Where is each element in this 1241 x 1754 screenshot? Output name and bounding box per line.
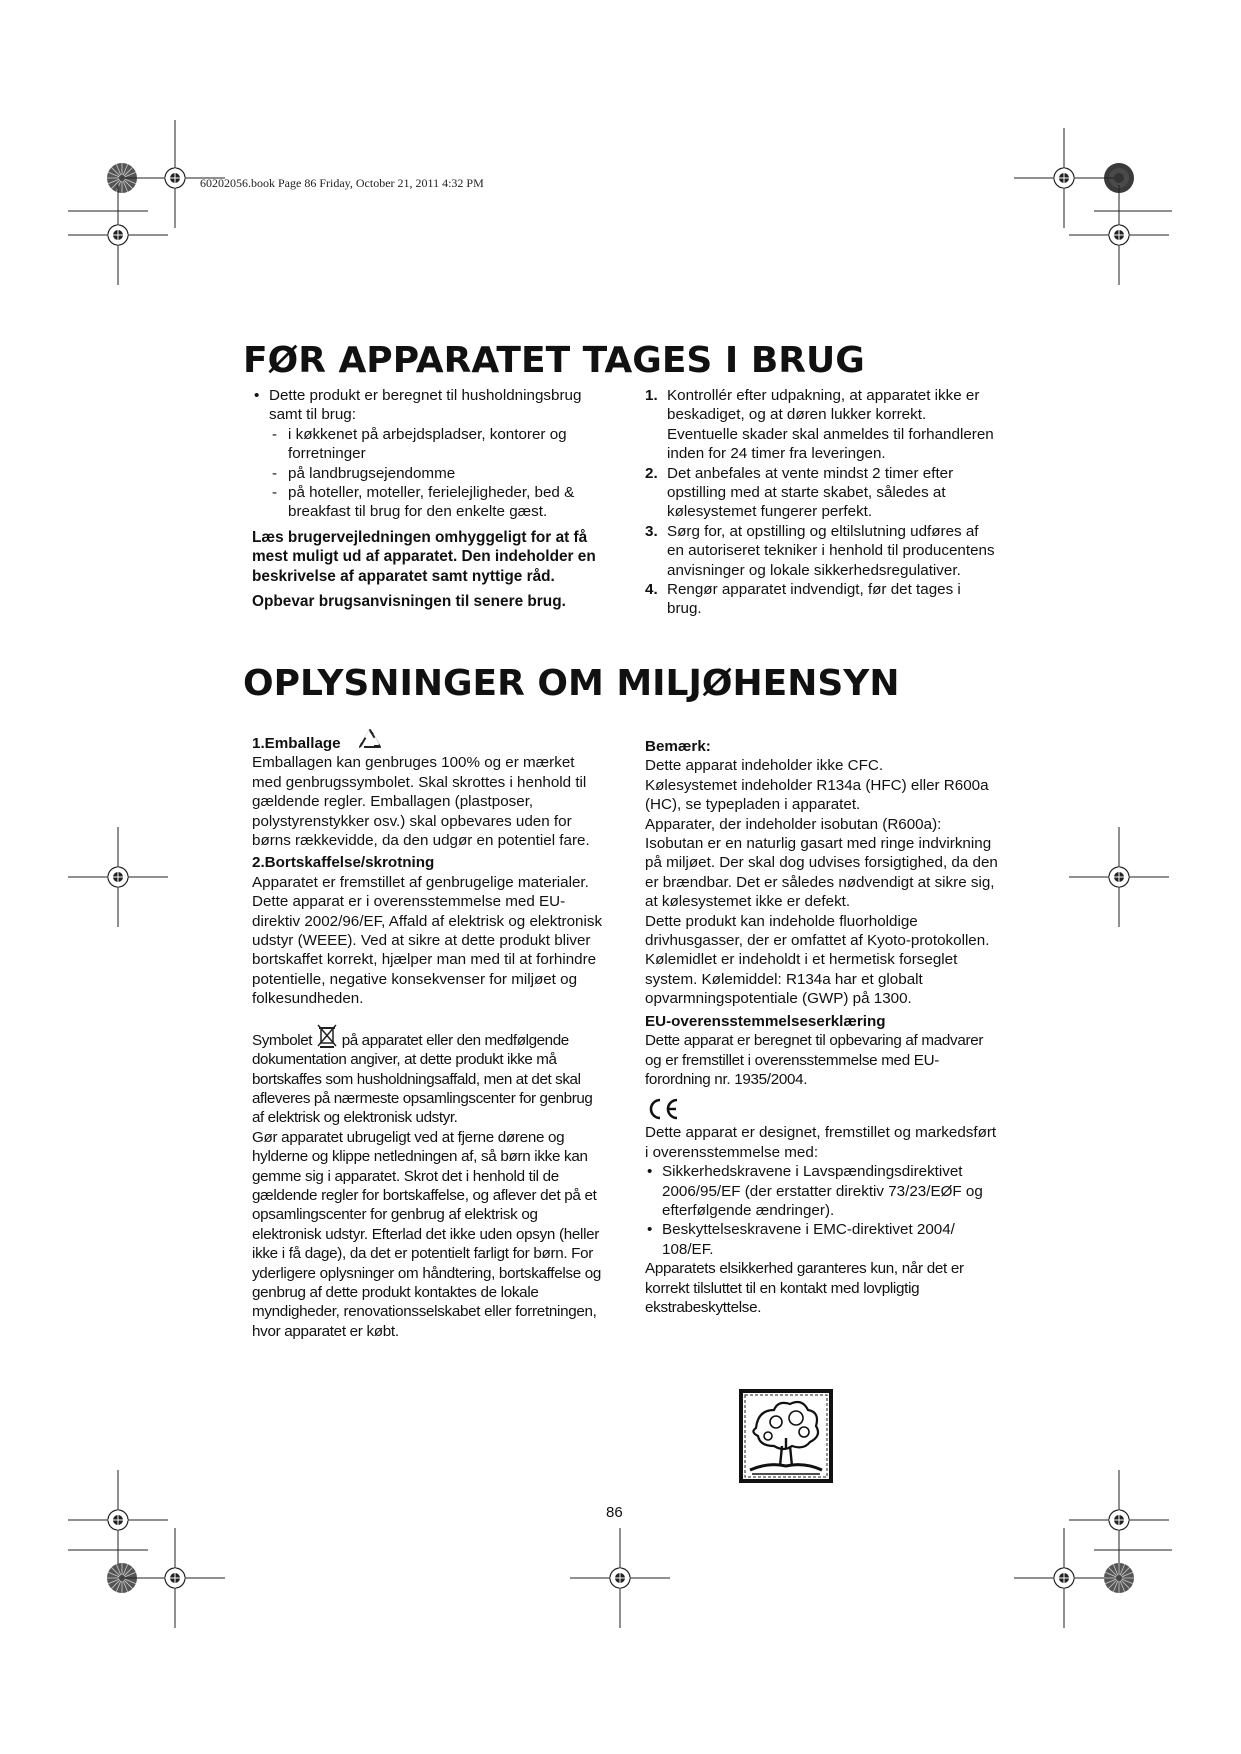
recycle-icon — [355, 728, 385, 752]
note-line: Apparater, der indeholder isobutan (R600a): Isobutan er en naturlig gasart med ringe indvirkning på miljøet. Der skal dog udvises forsigtighed, da den er brændbar. Det er således nødvendigt at sikre sig, at kølesystemet ikke er defekt. — [645, 815, 998, 911]
step-item: 2. Det anbefales at vente mindst 2 timer efter opstilling med at starte skabet, således at kølesystemet fungerer perfekt. — [645, 464, 954, 521]
use-item: - i køkkenet på arbejdspladser, kontorer og forretninger — [252, 425, 610, 464]
note-line: Dette produkt kan indeholde fluorholdige drivhusgasser, der er omfattet af Kyoto-protokollen. Kølemidlet er indeholdt i et hermetisk forseglet system. Kølemiddel: R134a har et globalt opvarmningspotentiale (GWP) på 1300. — [645, 912, 990, 1008]
environment-left-column — [252, 728, 604, 1341]
use-item: - på hoteller, moteller, ferielejligheder, bed & breakfast til brug for den enkelte gæst. — [252, 483, 610, 522]
section-title-before-use: FØR APPARATET TAGES I BRUG — [243, 340, 865, 381]
disposal-heading: 2.Bortskaffelse/skrotning — [252, 854, 435, 872]
disposal-text: Apparatet er fremstillet af genbrugelige materialer. — [252, 873, 589, 891]
color-wheel-icon — [1104, 1563, 1134, 1593]
disposal-text: Dette apparat er i overensstemmelse med EU-direktiv 2002/96/EF, Affald af elektrisk og elektronisk udstyr (WEEE). Ved at sikre at dette produkt bliver bortskaffet korrekt, hjælper man med til at forhindre potentielle, negative konsekvenser for miljøet og folkesundheden. — [252, 893, 603, 1008]
ce-mark-icon — [645, 1097, 681, 1121]
note-heading: Bemærk: — [645, 738, 711, 755]
registration-mark-icon — [1069, 185, 1169, 285]
registration-mark-icon — [570, 1528, 670, 1628]
step-item: 3. Sørg for, at opstilling og eltilslutning udføres af en autoriseret tekniker i henhold til producentens anvisninger og lokale sikkerhedsregulativer. — [645, 522, 995, 579]
step-item: 1. Kontrollér efter udpakning, at apparatet ikke er beskadiget, og at døren lukker korrekt. Eventuelle skader skal anmeldes til forhandleren inden for 24 timer fra leveringen. — [645, 387, 994, 463]
registration-mark-icon — [1014, 1528, 1114, 1628]
ce-item: • Sikkerhedskravene i Lavspændingsdirektivet 2006/95/EF (der erstatter direktiv 73/23/EØF og efterfølgende ændringer). — [645, 1162, 1003, 1220]
intro-bullet: • Dette produkt er beregnet til husholdningsbrug samt til brug: — [252, 386, 610, 425]
eu-declaration-text: Dette apparat er beregnet til opbevaring af madvarer og er fremstillet i overensstemmelse med EU-forordning nr. 1935/2004. — [645, 1032, 984, 1088]
eu-declaration-heading: EU-overensstemmelseserklæring — [645, 1012, 886, 1030]
packaging-heading: 1.Emballage — [252, 728, 604, 753]
ce-item: • Beskyttelseskravene i EMC-direktivet 2004/ 108/EF. — [645, 1220, 1003, 1259]
step-item: 4. Rengør apparatet indvendigt, før det tages i brug. — [645, 581, 961, 618]
note-line: Kølesystemet indeholder R134a (HFC) eller R600a (HC), se typepladen i apparatet. — [645, 776, 989, 814]
registration-mark-icon — [1014, 128, 1114, 228]
registration-mark-icon — [1069, 827, 1169, 927]
registration-mark-icon — [1069, 1470, 1169, 1570]
before-use-left-column — [252, 386, 610, 611]
registration-mark-icon — [68, 827, 168, 927]
page-number: 86 — [606, 1504, 623, 1521]
section-title-environment: OPLYSNINGER OM MILJØHENSYN — [243, 663, 900, 704]
before-use-right-column — [645, 386, 995, 619]
read-notice: Læs brugervejledningen omhyggeligt for at få mest muligt ud af apparatet. Den indeholder en beskrivelse af apparatet samt nyttige råd. — [252, 528, 596, 585]
registration-mark-icon — [125, 1528, 225, 1628]
tree-illustration-icon — [738, 1388, 834, 1484]
registration-mark-icon — [68, 185, 168, 285]
note-line: Dette apparat indeholder ikke CFC. — [645, 757, 884, 775]
crossed-bin-icon — [316, 1023, 338, 1049]
disposal-instructions: Gør apparatet ubrugeligt ved at fjerne dørene og hylderne og klippe netledningen af, så børn ikke kan gemme sig i apparatet. Skrot det i henhold til de gældende regler for bortskaffelse, og aflever det på et opsamlingscenter for genbrug af elektrisk og elektronisk udstyr. Efterlad det ikke uden opsyn (heller ikke i få dage), da det er potentielt farligt for børn. For yderligere oplysninger om håndtering, bortskaffelse og genbrug af dette produkt kontaktes de lokale myndigheder, renovationsselskabet eller forretningen, hvor apparatet er købt. — [252, 1128, 602, 1340]
use-item: - på landbrugsejendomme — [252, 464, 610, 483]
keep-notice: Opbevar brugsanvisningen til senere brug. — [252, 593, 566, 611]
ce-mark-row — [645, 1089, 1003, 1123]
ce-text: Dette apparat er designet, fremstillet og markedsført i overensstemmelse med: — [645, 1124, 997, 1161]
safety-text: Apparatets elsikkerhed garanteres kun, når det er korrekt tilsluttet til en kontakt med lovpligtig ekstrabeskyttelse. — [645, 1260, 964, 1316]
registration-mark-icon — [68, 1470, 168, 1570]
print-slug: 60202056.book Page 86 Friday, October 21, 2011 4:32 PM — [200, 176, 484, 190]
environment-right-column — [645, 737, 1003, 1317]
weee-symbol-text: Symbolet på apparatet eller den medfølgende dokumentation angiver, at dette produkt ikke må bortskaffes som husholdningsaffald, men at det skal afleveres på nærmeste opsamlingscenter for genbrug af elektrisk og elektronisk udstyr. — [252, 1023, 604, 1128]
packaging-text: Emballagen kan genbruges 100% og er mærket med genbrugssymbolet. Skal skrottes i henhold til gældende regler. Emballagen (plastposer, polystyrenstykker osv.) skal opbevares uden for børns rækkevidde, da den udgør en potentiel fare. — [252, 754, 590, 850]
